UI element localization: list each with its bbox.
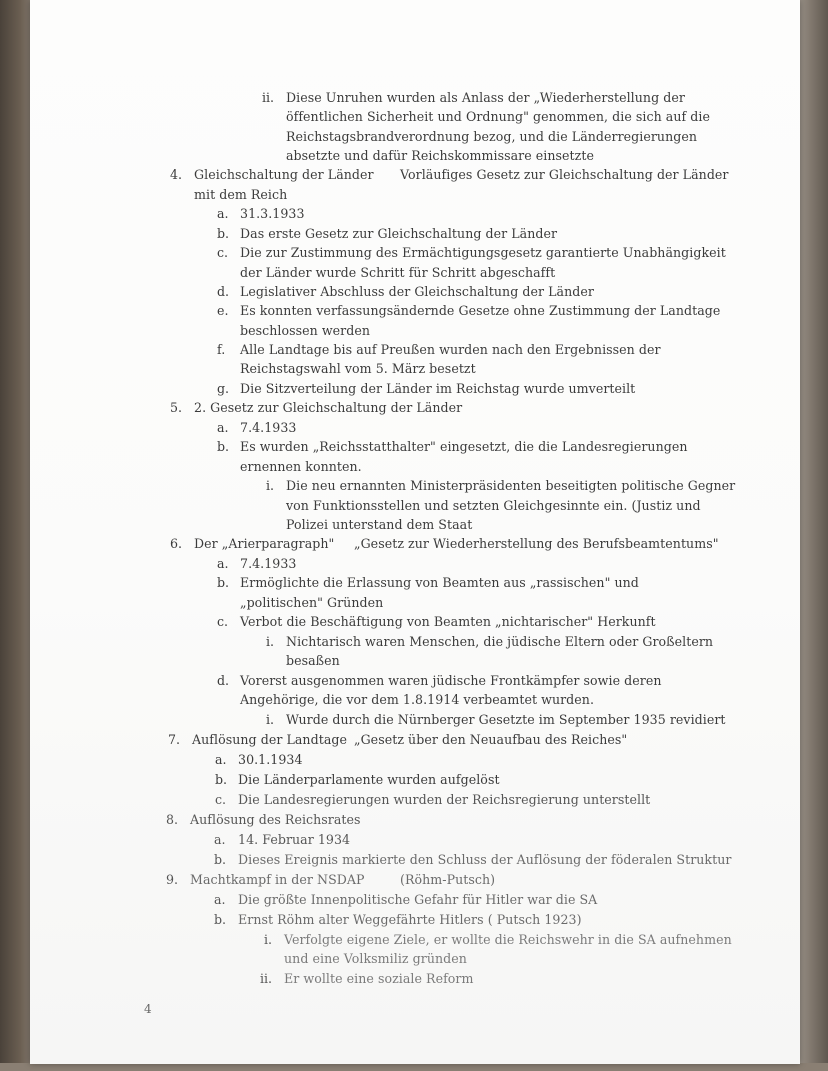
list-marker: 6. bbox=[170, 536, 183, 551]
background-left-edge bbox=[0, 0, 34, 1071]
list-marker: 5. bbox=[170, 400, 183, 415]
list-marker: e. bbox=[217, 303, 229, 318]
list-marker: i. bbox=[266, 478, 275, 493]
text-line: Die Landesregierungen wurden der Reichsregierung unterstellt bbox=[238, 792, 651, 807]
text-line: 31.3.1933 bbox=[240, 206, 305, 221]
text-line: Polizei unterstand dem Staat bbox=[286, 517, 473, 532]
text-line: 7.4.1933 bbox=[240, 420, 297, 435]
text-line: Verfolgte eigene Ziele, er wollte die Reichswehr in die SA aufnehmen bbox=[284, 932, 732, 947]
list-marker: b. bbox=[217, 439, 230, 454]
list-marker: d. bbox=[217, 284, 230, 299]
list-marker: b. bbox=[214, 852, 227, 867]
text-line: öffentlichen Sicherheit und Ordnung" genommen, die sich auf die bbox=[286, 109, 710, 124]
list-marker: 9. bbox=[166, 872, 179, 887]
text-line: Wurde durch die Nürnberger Gesetzte im September 1935 revidiert bbox=[286, 712, 726, 727]
list-marker: a. bbox=[217, 206, 229, 221]
text-line-secondary: „Gesetz zur Wiederherstellung des Berufsbeamtentums" bbox=[354, 536, 719, 551]
document-page bbox=[30, 0, 800, 1064]
list-marker: i. bbox=[266, 634, 275, 649]
text-line-secondary: „Gesetz über den Neuaufbau des Reiches" bbox=[354, 732, 628, 747]
text-line-secondary: Vorläufiges Gesetz zur Gleichschaltung der Länder bbox=[400, 167, 729, 182]
text-line: Dieses Ereignis markierte den Schluss der Auflösung der föderalen Struktur bbox=[238, 852, 732, 867]
text-line: Nichtarisch waren Menschen, die jüdische Eltern oder Großeltern bbox=[286, 634, 714, 649]
text-line: Die Sitzverteilung der Länder im Reichstag wurde umverteilt bbox=[240, 381, 636, 396]
text-line: Legislativer Abschluss der Gleichschaltung der Länder bbox=[240, 284, 594, 299]
text-line: Auflösung des Reichsrates bbox=[190, 812, 361, 827]
list-marker: b. bbox=[214, 912, 227, 927]
text-line: 7.4.1933 bbox=[240, 556, 297, 571]
text-line: Auflösung der Landtage bbox=[192, 732, 347, 747]
list-marker: a. bbox=[217, 420, 229, 435]
text-line: absetzte und dafür Reichskommissare einsetzte bbox=[286, 148, 594, 163]
list-marker: 4. bbox=[170, 167, 183, 182]
text-line: Ernst Röhm alter Weggefährte Hitlers ( Putsch 1923) bbox=[238, 912, 582, 927]
text-line: ernennen konnten. bbox=[240, 459, 362, 474]
list-marker: ii. bbox=[260, 971, 273, 986]
text-line: Der „Arierparagraph" bbox=[194, 536, 335, 551]
text-line: Die größte Innenpolitische Gefahr für Hitler war die SA bbox=[238, 892, 598, 907]
text-line: Diese Unruhen wurden als Anlass der „Wiederherstellung der bbox=[286, 90, 685, 105]
text-line: Er wollte eine soziale Reform bbox=[284, 971, 474, 986]
text-line: Vorerst ausgenommen waren jüdische Frontkämpfer sowie deren bbox=[240, 673, 662, 688]
text-line: und eine Volksmiliz gründen bbox=[284, 951, 467, 966]
list-marker: c. bbox=[215, 792, 227, 807]
text-line: Reichstagsbrandverordnung bezog, und die Länderregierungen bbox=[286, 129, 698, 144]
list-marker: i. bbox=[264, 932, 273, 947]
text-line: Alle Landtage bis auf Preußen wurden nach den Ergebnissen der bbox=[240, 342, 661, 357]
list-marker: a. bbox=[214, 832, 226, 847]
list-marker: 7. bbox=[168, 732, 181, 747]
background-bottom-edge bbox=[0, 1063, 828, 1071]
text-line: der Länder wurde Schritt für Schritt abgeschafft bbox=[240, 265, 556, 280]
text-line: Angehörige, die vor dem 1.8.1914 verbeamtet wurden. bbox=[240, 692, 595, 707]
text-line: besaßen bbox=[286, 653, 340, 668]
list-marker: c. bbox=[217, 245, 229, 260]
list-marker: a. bbox=[214, 892, 226, 907]
list-marker: ii. bbox=[262, 90, 275, 105]
text-line: mit dem Reich bbox=[194, 187, 288, 202]
text-line: Verbot die Beschäftigung von Beamten „nichtarischer" Herkunft bbox=[240, 614, 656, 629]
text-line: „politischen" Gründen bbox=[240, 595, 384, 610]
list-marker: g. bbox=[217, 381, 230, 396]
text-line: 30.1.1934 bbox=[238, 752, 303, 767]
text-line: Es wurden „Reichsstatthalter" eingesetzt, die die Landesregierungen bbox=[240, 439, 688, 454]
text-line: beschlossen werden bbox=[240, 323, 371, 338]
list-marker: b. bbox=[217, 226, 230, 241]
text-line: Machtkampf in der NSDAP bbox=[190, 872, 365, 887]
text-line: 2. Gesetz zur Gleichschaltung der Länder bbox=[194, 400, 463, 415]
background-right-edge bbox=[798, 0, 828, 1071]
list-marker: a. bbox=[217, 556, 229, 571]
list-marker: b. bbox=[215, 772, 228, 787]
text-line: Die Länderparlamente wurden aufgelöst bbox=[238, 772, 500, 787]
list-marker: d. bbox=[217, 673, 230, 688]
list-marker: f. bbox=[217, 342, 226, 357]
text-line: von Funktionsstellen und setzten Gleichgesinnte ein. (Justiz und bbox=[286, 498, 701, 513]
text-line: Reichstagswahl vom 5. März besetzt bbox=[240, 361, 476, 376]
list-marker: c. bbox=[217, 614, 229, 629]
list-marker: 8. bbox=[166, 812, 179, 827]
text-line: Die neu ernannten Ministerpräsidenten beseitigten politische Gegner bbox=[286, 478, 736, 493]
text-line: Die zur Zustimmung des Ermächtigungsgesetz garantierte Unabhängigkeit bbox=[240, 245, 726, 260]
text-line-secondary: (Röhm-Putsch) bbox=[400, 872, 496, 887]
list-marker: b. bbox=[217, 575, 230, 590]
text-line: Das erste Gesetz zur Gleichschaltung der Länder bbox=[240, 226, 558, 241]
text-line: 14. Februar 1934 bbox=[238, 832, 351, 847]
list-marker: a. bbox=[215, 752, 227, 767]
text-line: Ermöglichte die Erlassung von Beamten aus „rassischen" und bbox=[240, 575, 639, 590]
text-line: Gleichschaltung der Länder bbox=[194, 167, 374, 182]
text-line: Es konnten verfassungsändernde Gesetze ohne Zustimmung der Landtage bbox=[240, 303, 721, 318]
list-marker: i. bbox=[266, 712, 275, 727]
page-number: 4 bbox=[144, 1002, 152, 1016]
